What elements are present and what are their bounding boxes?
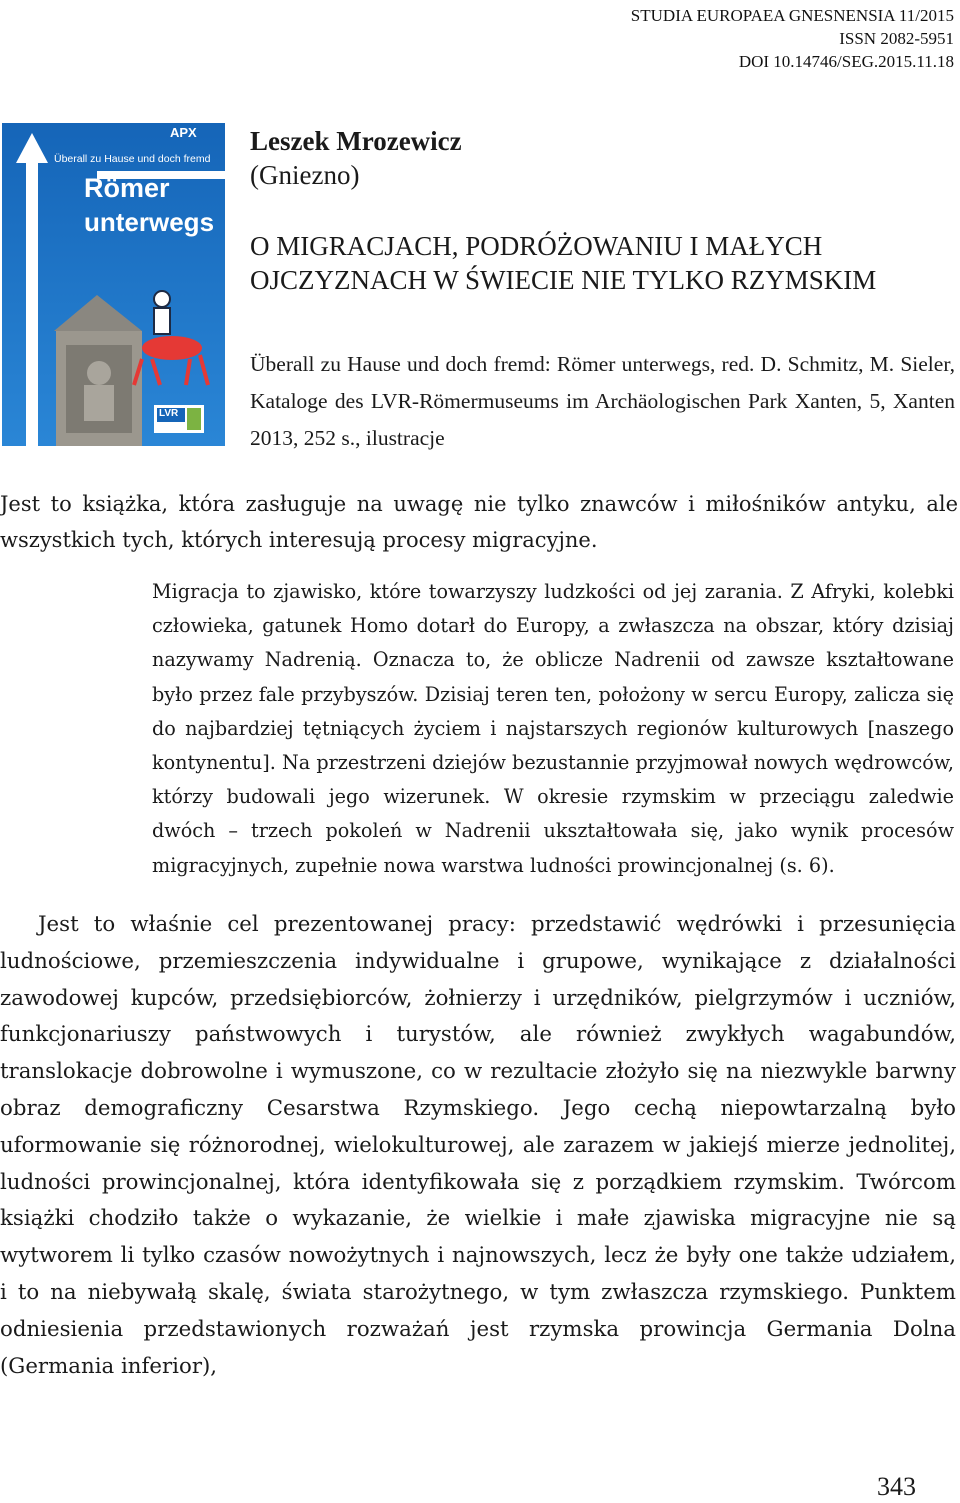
- intro-paragraph: Jest to książka, która zasługuje na uwagę nie tylko znawców i miłośników antyku, ale wszystkich tych, których interesują procesy migracyjne.: [0, 492, 958, 552]
- book-cover-image: [2, 123, 225, 446]
- issn: ISSN 2082-5951: [839, 29, 954, 48]
- page-number: 343: [877, 1472, 916, 1501]
- author-block: [250, 124, 950, 192]
- author-affiliation: (Gniezno): [250, 160, 360, 190]
- journal-header: [631, 4, 954, 73]
- body-paragraph: Jest to właśnie cel prezentowanej pracy: przedstawić wędrówki i przesunięcia ludnościowe, przemieszczenia indywidualne i grupowe, wynikające z działalności zawodowej kupców, przedsiębiorców, żołnierzy i urzędników, pielgrzymów i uczniów, funkcjonariuszy państwowych i turystów, ale również zwykłych wagabundów, translokacje dobrowolne i wymuszone, co w rezultacie złożyło się na niezwykle barwny obraz demograficzny Cesarstwa Rzymskiego. Jego cechą niepowtarzalną było uformowanie się różnorodnej, wielokulturowej, ale zarazem w jakiejś mierze jednolitej, ludności prowincjonalnej, która identyfikowała się z porządkiem rzymskim. Twórcom książki chodziło także o wykazanie, że wielkie i małe zjawiska migracyjne nie są wytworem li tylko czasów nowożytnych i najnowszych, lecz że były one także udziałem, i to na niebywałą skalę, świata starożytnego, w tym zwłaszcza rzymskiego. Punktem odniesienia przedstawionych rozważań jest rzymska prowincja Germania Dolna (Germania inferior),: [0, 912, 956, 1379]
- article-title: O MIGRACJACH, PODRÓŻOWANIU I MAŁYCH OJCZYZNACH W ŚWIECIE NIE TYLKO RZYMSKIM: [250, 231, 877, 295]
- cover-publisher-mark: APX: [170, 125, 197, 140]
- author-name: Leszek Mrozewicz: [250, 126, 462, 156]
- cover-subtitle: Überall zu Hause und doch fremd: [54, 153, 211, 165]
- cover-title-line2: unterwegs: [84, 207, 215, 237]
- doi: DOI 10.14746/SEG.2015.11.18: [738, 52, 954, 71]
- book-cover-illustration: [2, 123, 225, 446]
- journal-name: STUDIA EUROPAEA GNESNENSIA 11/2015: [630, 6, 954, 25]
- cover-title-line1: Römer: [84, 173, 170, 203]
- book-reference: Überall zu Hause und doch fremd: Römer unterwegs, red. D. Schmitz, M. Sieler, Kataloge des LVR-Römermuseums im Archäologischen Park Xanten, 5, Xanten 2013, 252 s., ilustracje: [250, 352, 955, 450]
- block-quote: Migracja to zjawisko, które towarzyszy ludzkości od jej zarania. Z Afryki, kolebki człowieka, gatunek Homo dotarł do Europy, a zwłaszcza na obszar, który dzisiaj nazywamy Nadrenią. Oznacza to, że oblicze Nadrenii od zawsze kształtowane było przez fale przybyszów. Dzisiaj teren ten, położony w sercu Europy, zalicza się do najbardziej tętniących życiem i najstarszych regionów kulturowych [naszego kontynentu]. Na przestrzeni dziejów bezustannie przyjmował nowych wędrowców, którzy budowali jego wizerunek. W okresie rzymskim w przeciągu zaledwie dwóch – trzech pokoleń w Nadrenii ukształtowała się, jako wynik procesów migracyjnych, zupełnie nowa warstwa ludności prowincjonalnej (s. 6).: [152, 580, 954, 877]
- cover-logo-text: LVR: [159, 408, 179, 419]
